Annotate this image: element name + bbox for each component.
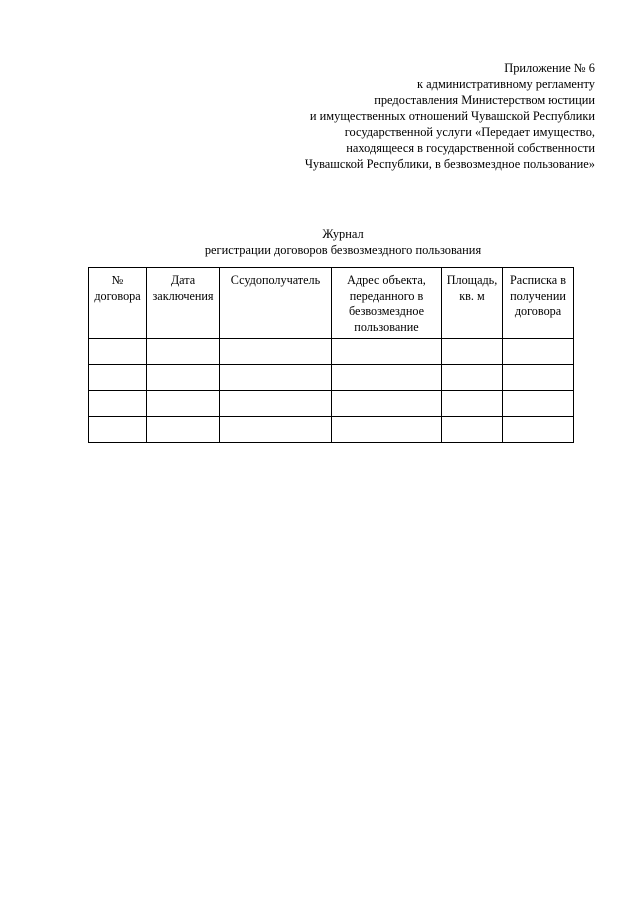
appendix-number: Приложение № 6 [504, 61, 595, 75]
table-row [89, 391, 574, 417]
table-cell [442, 391, 503, 417]
table-cell [147, 339, 220, 365]
column-header-contract-number: № договора [89, 268, 147, 339]
table-row [89, 365, 574, 391]
table-row [89, 417, 574, 443]
column-header-conclusion-date: Дата заключения [147, 268, 220, 339]
table-cell [220, 417, 332, 443]
appendix-line: государственной услуги «Передает имущество, [344, 125, 595, 139]
document-title [0, 226, 640, 258]
table-cell [147, 417, 220, 443]
title-heading: Журнал [322, 227, 364, 241]
table-cell [332, 417, 442, 443]
appendix-line: к административному регламенту [417, 77, 595, 91]
appendix-line: предоставления Министерством юстиции [374, 93, 595, 107]
table-cell [503, 391, 574, 417]
table-cell [147, 365, 220, 391]
table-cell [332, 365, 442, 391]
table-cell [503, 417, 574, 443]
table-cell [89, 391, 147, 417]
table-cell [89, 339, 147, 365]
table-cell [332, 391, 442, 417]
table-cell [220, 365, 332, 391]
table-cell [220, 391, 332, 417]
table-cell [503, 339, 574, 365]
table-cell [503, 365, 574, 391]
appendix-header [255, 60, 595, 172]
table-cell [442, 417, 503, 443]
table-header-row [89, 268, 574, 339]
column-header-receipt: Расписка в получении договора [503, 268, 574, 339]
table-body [89, 339, 574, 443]
appendix-line: Чувашской Республики, в безвозмездное пользование» [304, 157, 595, 171]
table-cell [89, 417, 147, 443]
title-subheading: регистрации договоров безвозмездного пользования [204, 243, 482, 257]
table-cell [442, 339, 503, 365]
table-cell [332, 339, 442, 365]
table-cell [147, 391, 220, 417]
registration-table [88, 267, 574, 443]
table-row [89, 339, 574, 365]
appendix-line: находящееся в государственной собственности [346, 141, 595, 155]
table-cell [89, 365, 147, 391]
table-cell [442, 365, 503, 391]
column-header-object-address: Адрес объекта, переданного в безвозмездное пользование [332, 268, 442, 339]
column-header-area: Площадь, кв. м [442, 268, 503, 339]
table-cell [220, 339, 332, 365]
column-header-borrower: Ссудополучатель [220, 268, 332, 339]
appendix-line: и имущественных отношений Чувашской Республики [309, 109, 595, 123]
